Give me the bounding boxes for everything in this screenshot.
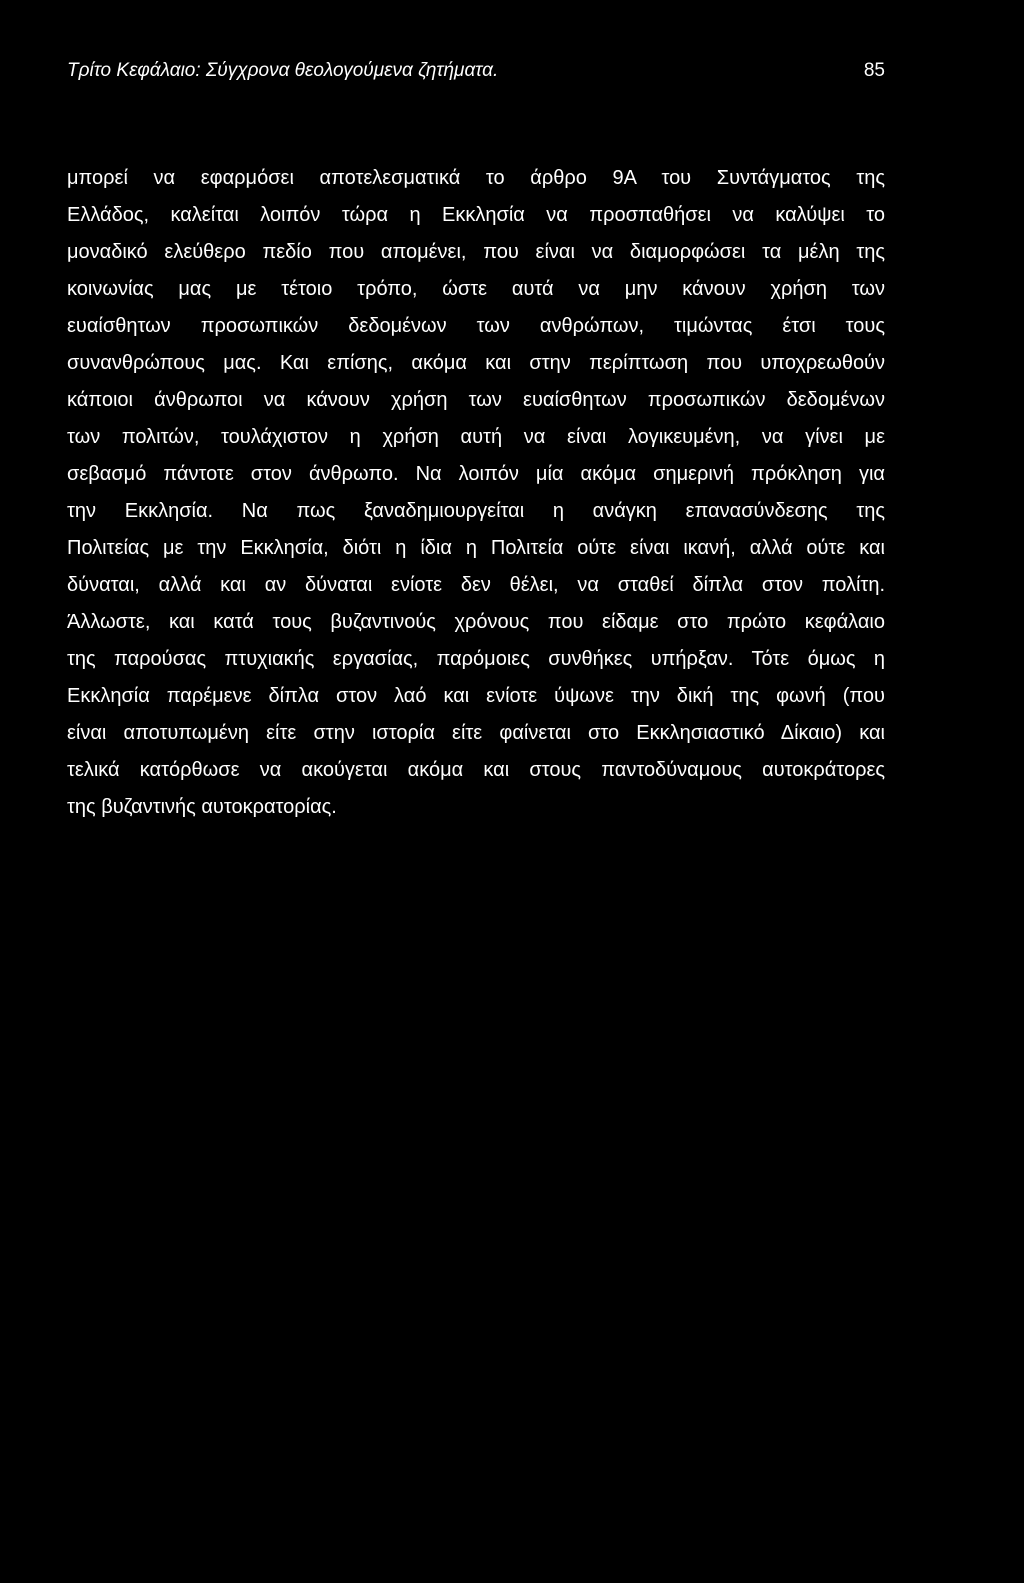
text-line: των πολιτών, τουλάχιστον η χρήση αυτή να είναι λογικευμένη, να γίνει με bbox=[67, 426, 885, 448]
text-line: Εκκλησία παρέμενε δίπλα στον λαό και ενίοτε ύψωνε την δική της φωνή (που bbox=[67, 685, 885, 707]
text-line: δύναται, αλλά και αν δύναται ενίοτε δεν θέλει, να σταθεί δίπλα στον πολίτη. bbox=[67, 574, 885, 596]
page-header bbox=[67, 58, 885, 88]
text-line: Άλλωστε, και κατά τους βυζαντινούς χρόνους που είδαμε στο πρώτο κεφάλαιο bbox=[67, 611, 885, 633]
text-line: της παρούσας πτυχιακής εργασίας, παρόμοιες συνθήκες υπήρξαν. Τότε όμως η bbox=[67, 648, 885, 670]
page-number: 85 bbox=[863, 60, 885, 81]
running-title: Τρίτο Κεφάλαιο: Σύγχρονα θεολογούμενα ζητήματα. bbox=[67, 60, 499, 81]
text-line: την Εκκλησία. Να πως ξαναδημιουργείται η ανάγκη επανασύνδεσης της bbox=[67, 500, 885, 522]
body-paragraph bbox=[67, 160, 885, 826]
text-line: τελικά κατόρθωσε να ακούγεται ακόμα και στους παντοδύναμους αυτοκράτορες bbox=[67, 759, 885, 781]
text-line: μοναδικό ελεύθερο πεδίο που απομένει, που είναι να διαμορφώσει τα μέλη της bbox=[67, 241, 885, 263]
text-line: κάποιοι άνθρωποι να κάνουν χρήση των ευαίσθητων προσωπικών δεδομένων bbox=[67, 389, 885, 411]
text-line: συνανθρώπους μας. Και επίσης, ακόμα και στην περίπτωση που υποχρεωθούν bbox=[67, 352, 885, 374]
text-line: της βυζαντινής αυτοκρατορίας. bbox=[67, 796, 337, 818]
text-line: κοινωνίας μας με τέτοιο τρόπο, ώστε αυτά να μην κάνουν χρήση των bbox=[67, 278, 885, 300]
text-line: Πολιτείας με την Εκκλησία, διότι η ίδια η Πολιτεία ούτε είναι ικανή, αλλά ούτε και bbox=[67, 537, 885, 559]
text-line: ευαίσθητων προσωπικών δεδομένων των ανθρώπων, τιμώντας έτσι τους bbox=[67, 315, 885, 337]
text-line: μπορεί να εφαρμόσει αποτελεσματικά το άρθρο 9Α του Συντάγματος της bbox=[67, 167, 885, 189]
text-line: είναι αποτυπωμένη είτε στην ιστορία είτε φαίνεται στο Εκκλησιαστικό Δίκαιο) και bbox=[67, 722, 885, 744]
text-line: Ελλάδος, καλείται λοιπόν τώρα η Εκκλησία να προσπαθήσει να καλύψει το bbox=[67, 204, 885, 226]
text-line: σεβασμό πάντοτε στον άνθρωπο. Να λοιπόν μία ακόμα σημερινή πρόκληση για bbox=[67, 463, 885, 485]
